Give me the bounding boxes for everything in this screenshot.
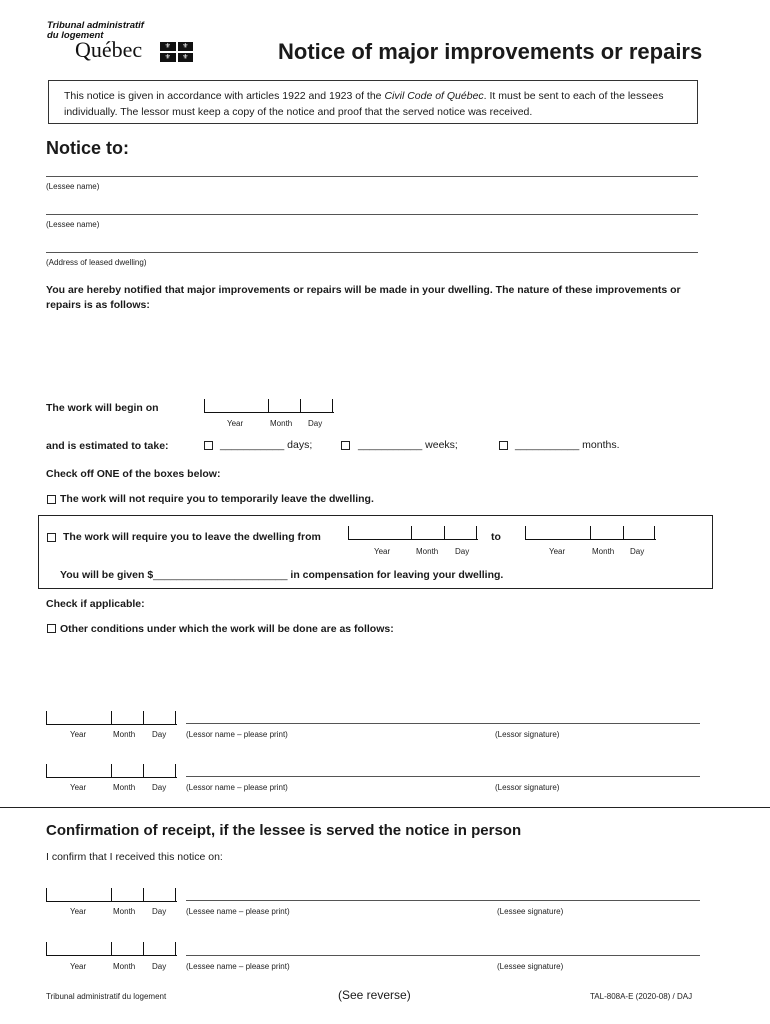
begin-label: The work will begin on [46,402,159,414]
weeks-checkbox[interactable] [341,441,350,450]
intro-text-part2: . It must be sent to each of the lessees individually. The lessor must keep a copy of the notice and proof that the served notice was received. [64,90,664,118]
lessee-1-year-label: Year [70,907,87,916]
leave-to-date-field[interactable] [525,526,656,540]
intro-text-italic: Civil Code of Québec [384,90,484,102]
compensation-suffix: in compensation for leaving your dwelling. [287,569,504,581]
months-checkbox[interactable] [499,441,508,450]
lessee-name-1-label: (Lessee name) [46,182,100,191]
lessor-1-year-label: Year [70,730,87,739]
intro-notice-box [48,80,698,124]
lessor-1-name-label: (Lessor name – please print) [186,730,288,739]
option-leave-checkbox[interactable] [47,533,56,542]
compensation-amount-field[interactable]: _______________________ [153,569,288,581]
lessee-2-month-label: Month [113,962,136,971]
other-conditions-checkbox[interactable] [47,624,56,633]
other-conditions-label: Other conditions under which the work will be done are as follows: [60,623,394,635]
weeks-unit: weeks; [425,439,458,451]
lessee-1-signature-label: (Lessee signature) [497,907,564,916]
lessor-2-date-field[interactable] [46,764,177,778]
lessee-1-date-field[interactable] [46,888,177,902]
check-one-label: Check off ONE of the boxes below: [46,468,221,480]
lessee-name-2-label: (Lessee name) [46,220,100,229]
compensation-line [60,569,503,581]
weeks-blank[interactable]: ___________ [358,439,423,451]
fleur-de-lis-icon: ⚜ ⚜ ⚜ ⚜ [160,42,193,62]
option-no-leave-checkbox[interactable] [47,495,56,504]
quebec-wordmark: Québec [75,37,143,62]
days-unit: days; [287,439,313,451]
to-month-label: Month [592,547,615,556]
months-blank[interactable]: ___________ [515,439,580,451]
nature-paragraph: You are hereby notified that major improvements or repairs will be made in your dwelling. The nature of these improvements or repairs is as follows: [46,284,681,311]
lessor-2-name-signature-field[interactable] [186,776,700,777]
lessor-2-name-label: (Lessor name – please print) [186,783,288,792]
confirmation-text: I confirm that I received this notice on: [46,851,223,863]
lessee-1-day-label: Day [152,907,167,916]
lessor-1-day-label: Day [152,730,167,739]
begin-day-label: Day [308,419,323,428]
lessee-1-name-signature-field[interactable] [186,900,700,901]
days-checkbox[interactable] [204,441,213,450]
notice-to-heading: Notice to: [46,138,129,158]
section-divider [0,807,770,808]
lessee-2-name-signature-field[interactable] [186,955,700,956]
begin-year-label: Year [227,419,244,428]
org-name-line1: Tribunal administratif [47,20,144,31]
lessee-name-1-field[interactable] [46,176,698,177]
intro-text-part1: This notice is given in accordance with articles 1922 and 1923 of the [64,90,385,102]
footer-form-code: TAL-808A-E (2020-08) / DAJ [590,992,693,1001]
weeks-option [358,439,458,451]
begin-month-label: Month [270,419,293,428]
lessee-name-2-field[interactable] [46,214,698,215]
compensation-prefix: You will be given $ [60,569,154,581]
lessor-1-signature-label: (Lessor signature) [495,730,560,739]
months-option [515,439,620,451]
begin-date-field[interactable] [204,399,334,413]
option-no-leave-label: The work will not require you to temporarily leave the dwelling. [60,493,374,505]
lessor-2-signature-label: (Lessor signature) [495,783,560,792]
lessor-1-month-label: Month [113,730,136,739]
lessor-1-date-field[interactable] [46,711,177,725]
from-month-label: Month [416,547,439,556]
from-day-label: Day [455,547,470,556]
nature-description-area[interactable] [46,320,718,395]
confirmation-heading: Confirmation of receipt, if the lessee is served the notice in person [46,822,522,839]
to-label: to [491,531,501,543]
days-option [220,439,312,451]
months-unit: months. [582,439,620,451]
lessee-2-year-label: Year [70,962,87,971]
from-year-label: Year [374,547,391,556]
other-conditions-area[interactable] [46,642,706,704]
footer-organization: Tribunal administratif du logement [46,992,167,1001]
lessee-2-date-field[interactable] [46,942,177,956]
estimate-label: and is estimated to take: [46,440,169,452]
lessor-2-month-label: Month [113,783,136,792]
days-blank[interactable]: ___________ [220,439,285,451]
lessee-2-signature-label: (Lessee signature) [497,962,564,971]
lessee-2-day-label: Day [152,962,167,971]
lessor-2-year-label: Year [70,783,87,792]
footer-see-reverse: (See reverse) [338,988,411,1002]
lessee-1-name-label: (Lessee name – please print) [186,907,290,916]
page-title: Notice of major improvements or repairs [278,39,703,64]
option-leave-label: The work will require you to leave the dwelling from [63,531,321,543]
org-name-line2: du logement [47,30,104,41]
check-if-applicable-label: Check if applicable: [46,598,145,610]
lessor-2-day-label: Day [152,783,167,792]
to-day-label: Day [630,547,645,556]
lessee-2-name-label: (Lessee name – please print) [186,962,290,971]
to-year-label: Year [549,547,566,556]
address-label: (Address of leased dwelling) [46,258,147,267]
address-field[interactable] [46,252,698,253]
leave-from-date-field[interactable] [348,526,478,540]
lessor-1-name-signature-field[interactable] [186,723,700,724]
lessee-1-month-label: Month [113,907,136,916]
